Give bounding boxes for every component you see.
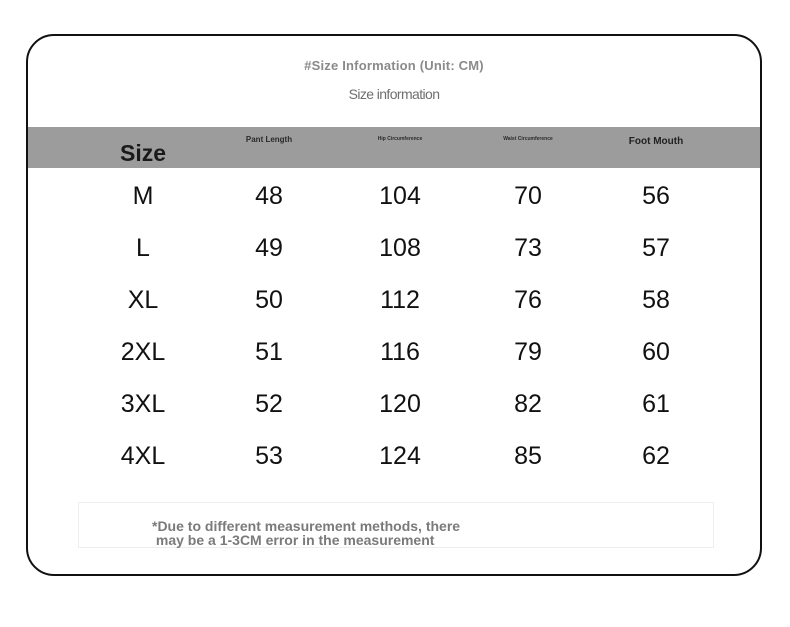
cell-hip: 112 (380, 286, 420, 314)
table-row (28, 430, 760, 482)
cell-pant-length: 53 (255, 442, 283, 470)
cell-pant-length: 51 (255, 338, 283, 366)
chart-subtitle: Size information (348, 86, 440, 102)
cell-waist: 85 (514, 442, 542, 470)
cell-waist: 73 (514, 234, 542, 262)
header-pant-length: Pant Length (245, 135, 293, 144)
cell-size: 2XL (120, 338, 166, 366)
chart-title: #Size Information (Unit: CM) (304, 58, 484, 73)
cell-size: XL (127, 286, 159, 314)
header-size: Size (119, 140, 167, 166)
cell-foot-mouth: 61 (642, 390, 670, 418)
table-row (28, 326, 760, 378)
cell-pant-length: 52 (255, 390, 283, 418)
table-row (28, 378, 760, 430)
cell-foot-mouth: 60 (642, 338, 670, 366)
cell-pant-length: 50 (255, 286, 283, 314)
header-foot-mouth: Foot Mouth (628, 136, 684, 147)
measurement-note: *Due to different measurement methods, there may be a 1-3CM error in the measurement (152, 518, 461, 548)
cell-waist: 82 (514, 390, 542, 418)
cell-waist: 70 (514, 182, 542, 210)
cell-hip: 108 (379, 234, 421, 262)
header-waist-circumference: Waist Circumference (503, 136, 553, 142)
size-chart-card (26, 34, 762, 576)
cell-size: 3XL (120, 390, 166, 418)
cell-size: M (132, 182, 154, 210)
cell-pant-length: 48 (255, 182, 283, 210)
cell-size: 4XL (120, 442, 166, 470)
cell-size: L (136, 234, 150, 262)
header-hip-circumference: Hip Circumference (377, 136, 423, 142)
cell-foot-mouth: 62 (642, 442, 670, 470)
cell-foot-mouth: 56 (642, 182, 670, 210)
cell-foot-mouth: 57 (642, 234, 670, 262)
table-row (28, 274, 760, 326)
cell-waist: 79 (514, 338, 542, 366)
cell-hip: 116 (380, 338, 420, 366)
table-row (28, 222, 760, 274)
table-row (28, 170, 760, 222)
cell-pant-length: 49 (255, 234, 283, 262)
cell-foot-mouth: 58 (642, 286, 670, 314)
cell-hip: 124 (379, 442, 421, 470)
cell-waist: 76 (514, 286, 542, 314)
cell-hip: 104 (379, 182, 421, 210)
cell-hip: 120 (379, 390, 421, 418)
